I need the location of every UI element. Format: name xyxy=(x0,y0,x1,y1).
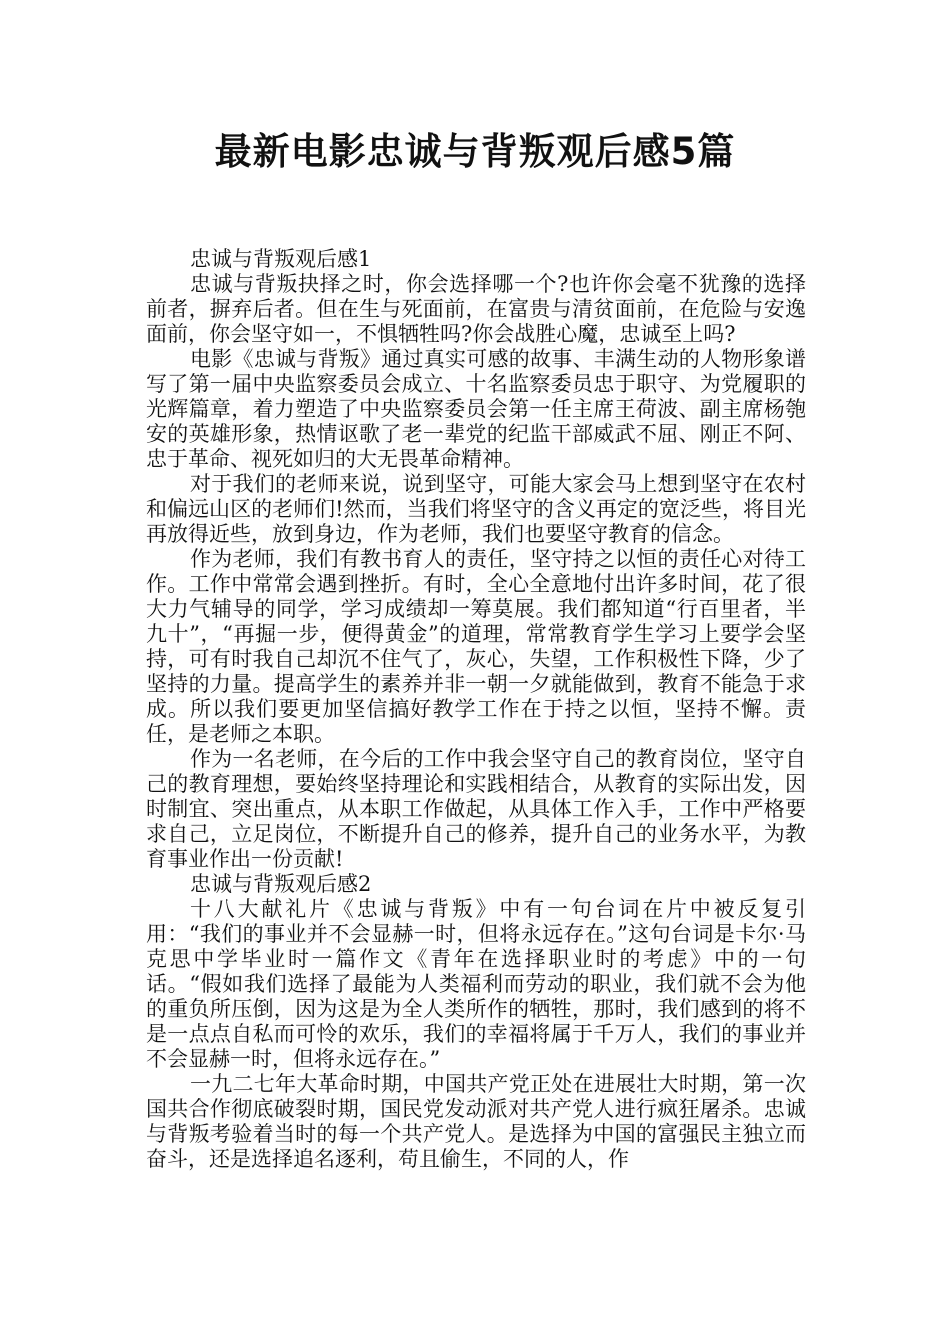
document-title: 最新电影忠诚与背叛观后感5篇 xyxy=(214,130,736,173)
section-heading: 忠诚与背叛观后感1 xyxy=(190,247,372,271)
body-paragraph: 对于我们的老师来说，说到坚守，可能大家会马上想到坚守在农村和偏远山区的老师们!然而，当我们将坚守的含义再定的宽泛些，将目光再放得近些，放到身边，作为老师，我们也要坚守教育的信念。 xyxy=(146,472,806,546)
body-paragraph: 一九二七年大革命时期，中国共产党正处在进展壮大时期，第一次国共合作彻底破裂时期，国民党发动派对共产党人进行疯狂屠杀。忠诚与背叛考验着当时的每一个共产党人。是选择为中国的富强民主独立而奋斗，还是选择追名逐利，苟且偷生，不同的人，作 xyxy=(146,1072,806,1171)
body-paragraph: 作为一名老师，在今后的工作中我会坚守自己的教育岗位，坚守自己的教育理想，要始终坚持理论和实践相结合，从教育的实际出发，因时制宜、突出重点，从本职工作做起，从具体工作入手，工作中严格要求自己，立足岗位，不断提升自己的修养，提升自己的业务水平，为教育事业作出一份贡献! xyxy=(146,747,806,871)
body-paragraph: 电影《忠诚与背叛》通过真实可感的故事、丰满生动的人物形象谱写了第一届中央监察委员会成立、十名监察委员忠于职守、为党履职的光辉篇章，着力塑造了中央监察委员会第一任主席王荷波、副主席杨匏安的英雄形象，热情讴歌了老一辈党的纪监干部威武不屈、刚正不阿、忠于革命、视死如归的大无畏革命精神。 xyxy=(146,347,806,471)
document-body xyxy=(146,247,806,1172)
body-paragraph: 十八大献礼片《忠诚与背叛》中有一句台词在片中被反复引用：“我们的事业并不会显赫一时，但将永远存在。”这句台词是卡尔·马克思中学毕业时一篇作文《青年在选择职业时的考虑》中的一句话。“假如我们选择了最能为人类福利而劳动的职业，我们就不会为他的重负所压倒，因为这是为全人类所作的牺牲，那时，我们感到的将不是一点点自私而可怜的欢乐，我们的幸福将属于千万人，我们的事业并不会显赫一时，但将永远存在。” xyxy=(146,897,806,1071)
body-paragraph: 忠诚与背叛抉择之时，你会选择哪一个?也许你会毫不犹豫的选择前者，摒弃后者。但在生与死面前，在富贵与清贫面前，在危险与安逸面前，你会坚守如一，不惧牺牲吗?你会战胜心魔，忠诚至上吗? xyxy=(146,272,806,346)
section-heading: 忠诚与背叛观后感2 xyxy=(190,872,372,896)
body-paragraph: 作为老师，我们有教书育人的责任，坚守持之以恒的责任心对待工作。工作中常常会遇到挫折。有时，全心全意地付出许多时间，花了很大力气辅导的同学，学习成绩却一筹莫展。我们都知道“行百里者，半九十”，“再掘一步，便得黄金”的道理，常常教育学生学习上要学会坚持，可有时我自己却沉不住气了，灰心，失望，工作积极性下降，少了坚持的力量。提高学生的素养并非一朝一夕就能做到，教育不能急于求成。所以我们要更加坚信搞好教学工作在于持之以恒，坚持不懈。责任，是老师之本职。 xyxy=(146,547,806,746)
